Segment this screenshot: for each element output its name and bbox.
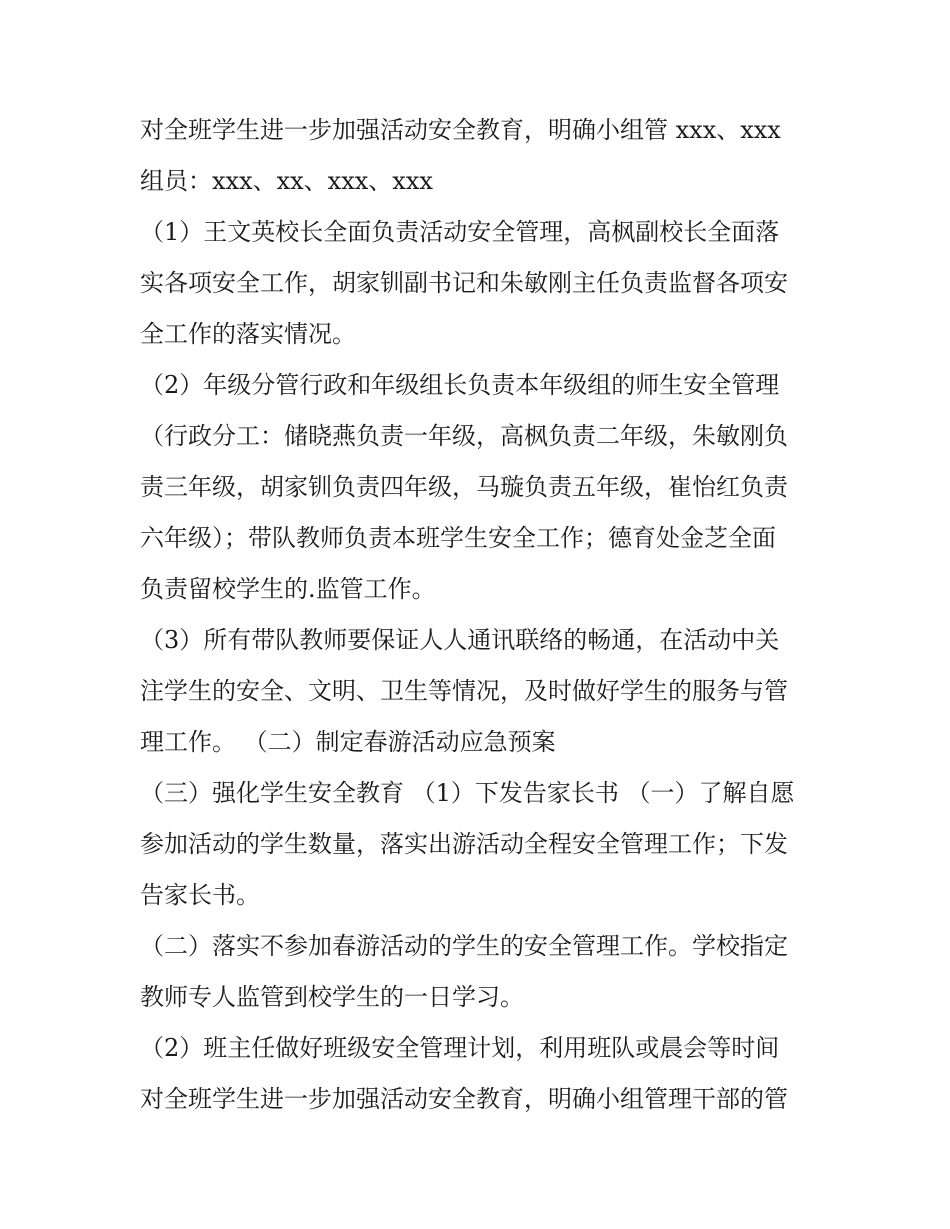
text-line: 注学生的安全、文明、卫生等情况，及时做好学生的服务与管 [140,677,788,705]
text-line: （三）强化学生安全教育 （1）下发告家长书 （一）了解自愿 [140,779,795,807]
body-text [140,105,830,1125]
text-line: 实各项安全工作，胡家钏副书记和朱敏刚主任负责监督各项安 [140,269,788,297]
text-line: 对全班学生进一步加强活动安全教育，明确小组管理干部的管 [140,1085,788,1113]
text-line: （1）王文英校长全面负责活动安全管理，高枫副校长全面落 [140,218,780,246]
text-line: 对全班学生进一步加强活动安全教育，明确小组管 xxx、xxx [140,116,781,144]
text-line: （二）落实不参加春游活动的学生的安全管理工作。学校指定 [140,932,788,960]
text-line: 全工作的落实情况。 [140,320,356,348]
text-line: （行政分工：储晓燕负责一年级，高枫负责二年级，朱敏刚负 [140,422,788,450]
text-line: 组员：xxx、xx、xxx、xxx [140,167,433,195]
text-line: 教师专人监管到校学生的一日学习。 [140,983,524,1011]
text-line: 参加活动的学生数量，落实出游活动全程安全管理工作；下发 [140,830,788,858]
text-line: 告家长书。 [140,881,260,909]
text-line: 六年级）；带队教师负责本班学生安全工作；德育处金芝全面 [140,524,776,552]
text-line: 责三年级，胡家钏负责四年级，马璇负责五年级，崔怡红负责 [140,473,788,501]
text-line: （2）年级分管行政和年级组长负责本年级组的师生安全管理 [140,371,780,399]
text-line: 理工作。 （二）制定春游活动应急预案 [140,728,556,756]
text-line: （2）班主任做好班级安全管理计划，利用班队或晨会等时间 [140,1034,780,1062]
text-line: （3）所有带队教师要保证人人通讯联络的畅通，在活动中关 [140,626,780,654]
text-line: 负责留校学生的.监管工作。 [140,575,436,603]
